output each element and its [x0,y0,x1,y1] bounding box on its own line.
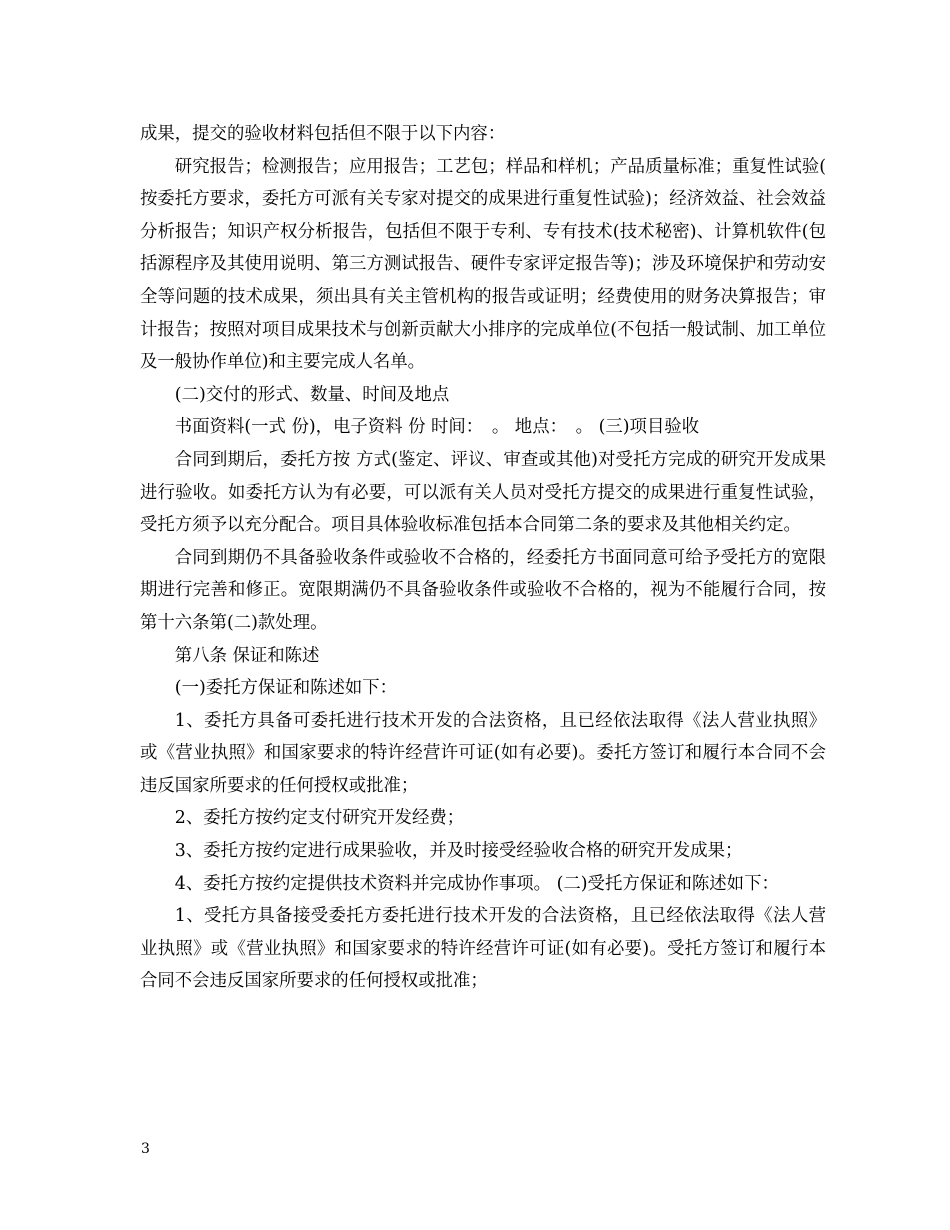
paragraph-delivery-details: 书面资料(一式 份)，电子资料 份 时间： 。 地点： 。 (三)项目验收 [174,417,700,438]
clause-client-cooperation: 4、委托方按约定提供技术资料并完成协作事项。 (二)受托方保证和陈述如下： [174,873,779,894]
paragraph-acceptance: 合同到期后，委托方按 方式(鉴定、评议、审查或其他)对受托方完成的研究开发成果进行验收。如委托方认为有必要，可以派有关人员对受托方提交的成果进行重复性试验，受托方须予以充分配合。项目具体验收标准包括本合同第二条的要求及其他相关约定。 [140,449,826,536]
clause-contractor-qualification: 1、受托方具备接受委托方委托进行技术开发的合法资格，且已经依法取得《法人营业执照》或《营业执照》和国家要求的特许经营许可证(如有必要)。受托方签订和履行本合同不会违反国家所要求的任何授权或批准； [140,906,826,992]
section-heading-delivery-form: (二)交付的形式、数量、时间及地点 [174,384,450,405]
clause-client-payment: 2、委托方按约定支付研究开发经费； [174,808,465,829]
clause-client-qualification: 1、委托方具备可委托进行技术开发的合法资格，且已经依法取得《法人营业执照》或《营业执照》和国家要求的特许经营许可证(如有必要)。委托方签订和履行本合同不会违反国家所要求的任何授权或批准； [140,710,826,796]
clause-client-acceptance: 3、委托方按约定进行成果验收，并及时接受经验收合格的研究开发成果； [174,841,743,862]
page-number: 3 [141,1141,150,1157]
paragraph-deliverables-intro: 成果，提交的验收材料包括但不限于以下内容： [140,124,506,144]
section-heading-client-warranties: (一)委托方保证和陈述如下： [174,678,398,699]
article-heading-warranties: 第八条 保证和陈述 [174,645,320,666]
paragraph-grace-period: 合同到期仍不具备验收条件或验收不合格的，经委托方书面同意可给予受托方的宽限期进行完善和修正。宽限期满仍不具备验收条件或验收不合格的，视为不能履行合同，按第十六条第(二)款处理。 [140,547,826,633]
paragraph-deliverables-list: 研究报告；检测报告；应用报告；工艺包；样品和样机；产品质量标准；重复性试验(按委托方要求，委托方可派有关专家对提交的成果进行重复性试验)；经济效益、社会效益分析报告；知识产权分析报告，包括但不限于专利、专有技术(技术秘密)、计算机软件(包括源程序及其使用说明、第三方测试报告、硬件专家评定报告等)；涉及环境保护和劳动安全等问题的技术成果，须出具有关主管机构的报告或证明；经费使用的财务决算报告；审计报告；按照对项目成果技术与创新贡献大小排序的完成单位(不包括一般试制、加工单位及一般协作单位)和主要完成人名单。 [140,156,826,373]
document-body [140,118,826,998]
